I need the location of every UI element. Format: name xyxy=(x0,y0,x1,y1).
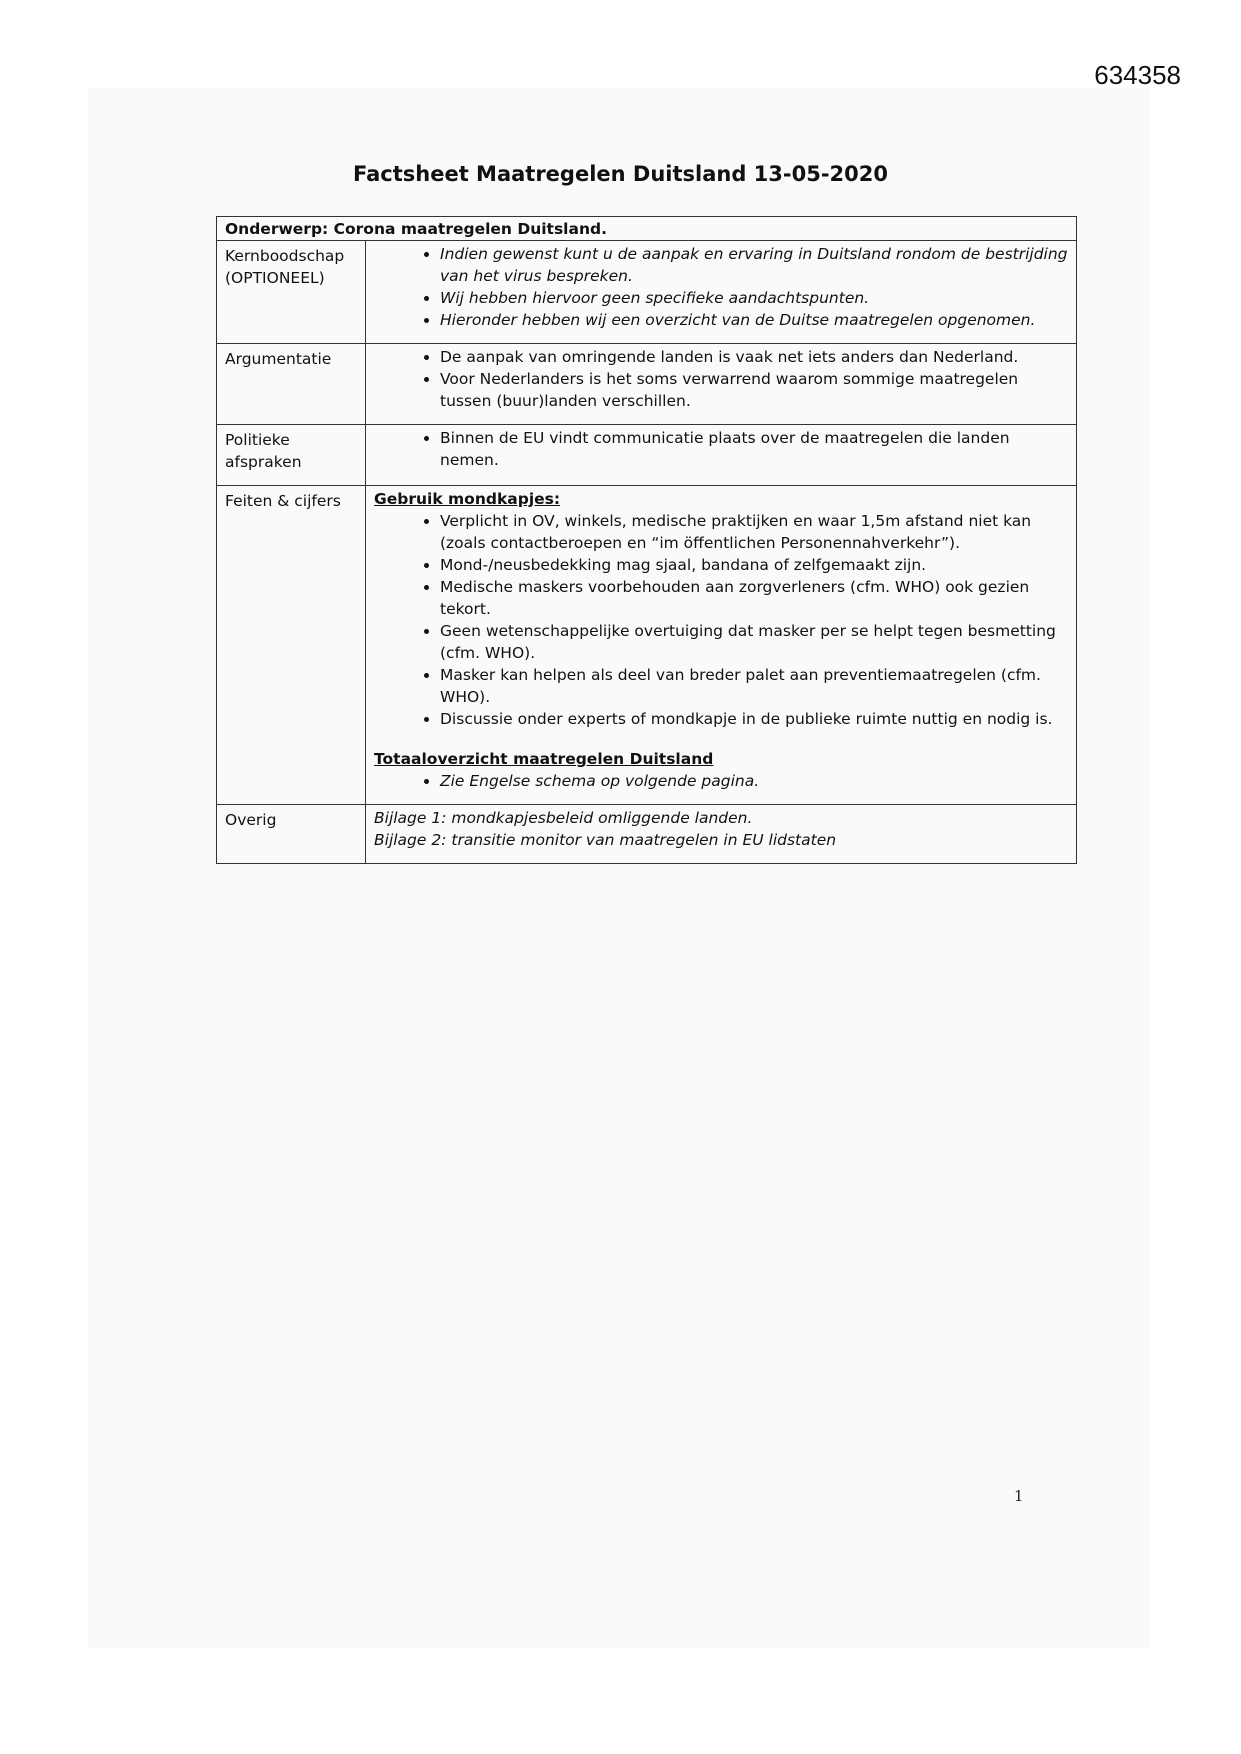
list-item: • Indien gewenst kunt u de aanpak en ervaring in Duitsland rondom de bestrijding van het virus bespreken. xyxy=(440,243,1068,287)
row-label-overig: Overig xyxy=(217,805,366,864)
label-line: Kernboodschap xyxy=(225,247,345,265)
list-item: • Masker kan helpen als deel van breder palet aan preventiemaatregelen (cfm. WHO). xyxy=(440,664,1068,708)
list-item: • Zie Engelse schema op volgende pagina. xyxy=(440,770,1068,792)
list-item: • Binnen de EU vindt communicatie plaats over de maatregelen die landen nemen. xyxy=(440,427,1068,471)
label-line: afspraken xyxy=(225,453,302,471)
spacer xyxy=(374,730,1068,748)
label-line: Politieke xyxy=(225,431,290,449)
row-label-kernboodschap xyxy=(217,241,366,344)
list-item: • Verplicht in OV, winkels, medische praktijken en waar 1,5m afstand niet kan (zoals contactberoepen en “im öffentlichen Personennahverkehr”). xyxy=(440,510,1068,554)
subject-cell: Onderwerp: Corona maatregelen Duitsland. xyxy=(217,217,1077,241)
table-row-politieke xyxy=(217,425,1077,486)
row-label-politieke xyxy=(217,425,366,486)
table-row-argumentatie xyxy=(217,344,1077,425)
factsheet-table xyxy=(216,216,1077,864)
row-label-feiten: Feiten & cijfers xyxy=(217,486,366,805)
table-row-feiten xyxy=(217,486,1077,805)
table-row-overig xyxy=(217,805,1077,864)
section-heading-mondkapjes: Gebruik mondkapjes: xyxy=(374,490,561,508)
row-content-overig xyxy=(366,805,1077,864)
list-item: • Discussie onder experts of mondkapje in de publieke ruimte nuttig en nodig is. xyxy=(440,708,1068,730)
bullet-list xyxy=(374,770,1068,792)
list-item: • Geen wetenschappelijke overtuiging dat masker per se helpt tegen besmetting (cfm. WHO). xyxy=(440,620,1068,664)
list-item: • De aanpak van omringende landen is vaak net iets anders dan Nederland. xyxy=(440,346,1068,368)
row-content-argumentatie xyxy=(366,344,1077,425)
document-number: 634358 xyxy=(1094,60,1181,90)
bullet-list xyxy=(374,510,1068,730)
list-item: • Hieronder hebben wij een overzicht van de Duitse maatregelen opgenomen. xyxy=(440,309,1068,331)
label-line: (OPTIONEEL) xyxy=(225,269,325,287)
list-item: • Wij hebben hiervoor geen specifieke aandachtspunten. xyxy=(440,287,1068,309)
bullet-list xyxy=(374,427,1068,471)
attachment-line: Bijlage 2: transitie monitor van maatregelen in EU lidstaten xyxy=(374,831,837,849)
bullet-list xyxy=(374,346,1068,412)
row-label-argumentatie: Argumentatie xyxy=(217,344,366,425)
attachment-line: Bijlage 1: mondkapjesbeleid omliggende landen. xyxy=(374,809,753,827)
subject-row xyxy=(217,217,1077,241)
table-row-kernboodschap xyxy=(217,241,1077,344)
bullet-list xyxy=(374,243,1068,331)
list-item: • Medische maskers voorbehouden aan zorgverleners (cfm. WHO) ook gezien tekort. xyxy=(440,576,1068,620)
section-heading-totaaloverzicht: Totaaloverzicht maatregelen Duitsland xyxy=(374,750,714,768)
page-title: Factsheet Maatregelen Duitsland 13-05-2020 xyxy=(352,162,889,186)
list-item: • Voor Nederlanders is het soms verwarrend waarom sommige maatregelen tussen (buur)landen verschillen. xyxy=(440,368,1068,412)
list-item: • Mond-/neusbedekking mag sjaal, bandana of zelfgemaakt zijn. xyxy=(440,554,1068,576)
page-number: 1 xyxy=(1014,1487,1024,1505)
row-content-politieke xyxy=(366,425,1077,486)
row-content-kernboodschap xyxy=(366,241,1077,344)
row-content-feiten xyxy=(366,486,1077,805)
